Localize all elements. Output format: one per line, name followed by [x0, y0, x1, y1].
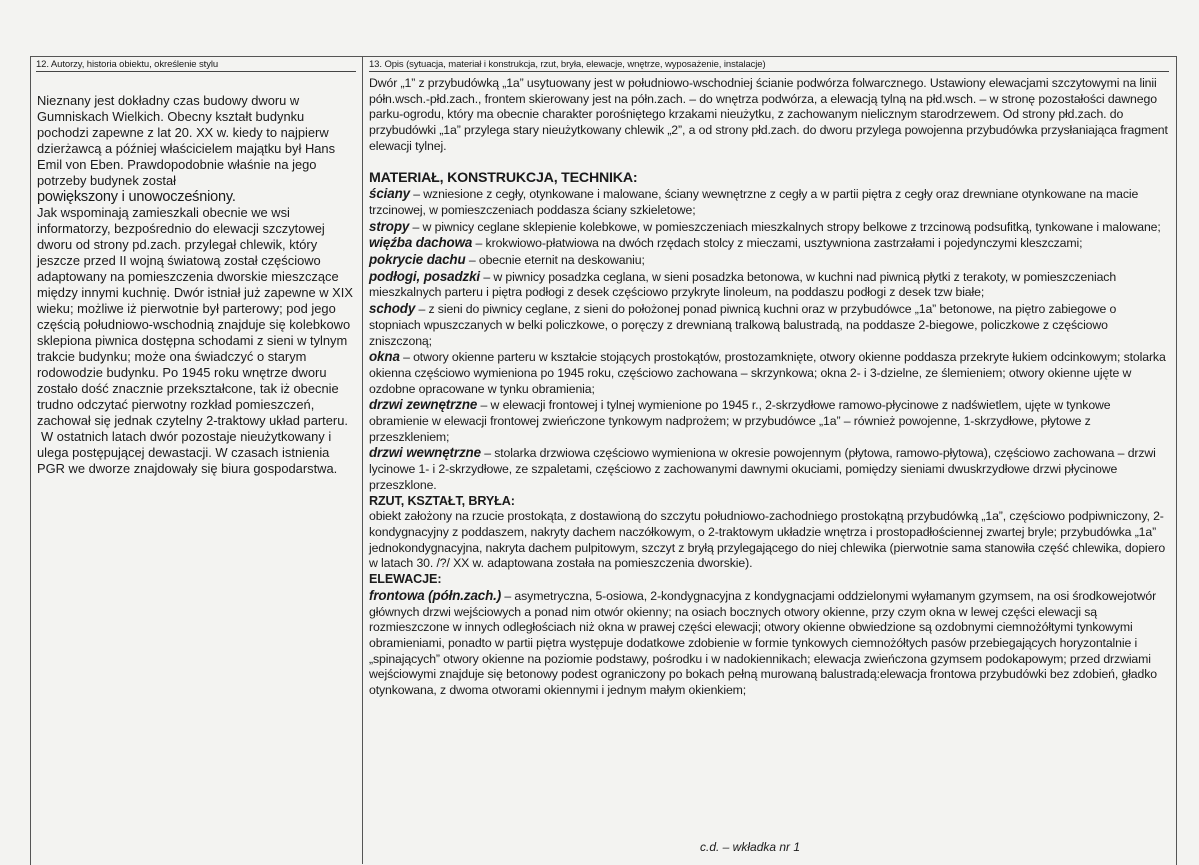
material-text: – w piwnicy ceglane sklepienie kolebkowe, w pomieszczeniach mieszkalnych stropy belkowe z trzcinową podsufitką, tynkowane i malowane;: [409, 219, 1161, 234]
material-term: schody: [369, 301, 416, 317]
header-authors-history: 12. Autorzy, historia obiektu, określenie stylu: [36, 59, 356, 72]
elevation-term: frontowa (półn.zach.): [369, 587, 502, 603]
material-items: [369, 186, 1171, 493]
material-term: drzwi wewnętrzne: [369, 445, 481, 461]
history-text-1: Nieznany jest dokładny czas budowy dworu w Gumniskach Wielkich. Obecny kształt budynku pochodzi zapewne z lat 20. XX w. kiedy to najpierw dzierżawcą a później właścicielem majątku był Hans Emil von Eben. Prawdopodobnie właśnie na jego potrzeby budynek został: [37, 93, 336, 188]
history-paragraph-3: W ostatnich latach dwór pozostaje nieużytkowany i ulega postępującej dewastacji. W czasach istnienia PGR we dworze znajdowały się biura gospodarstwa.: [37, 429, 338, 476]
material-text: – obecnie eternit na deskowaniu;: [465, 253, 645, 268]
section-plan-heading: RZUT, KSZTAŁT, BRYŁA:: [369, 493, 515, 508]
material-term: więźba dachowa: [369, 235, 473, 251]
material-item: [369, 235, 1171, 252]
history-paragraph-2: Jak wspominają zamieszkali obecnie we wsi informatorzy, bezpośrednio do elewacji szczytowej dworu od strony pd.zach. przylegał chlewik, który jeszcze przed II wojną światową został częściowo adaptowany na pomieszczenia dworskie mieszczące między innymi kuchnię. Dwór istniał już zapewne w XIX wieku; możliwe iż pierwotnie był parterowy; pod jego częścią południowo-wschodnią znajduje się kolebkowo sklepiona piwnica dostępna schodami z sieni w tylnym trakcie budynku; może ona świadczyć o starym rodowodzie budynku. Po 1945 roku wnętrze dworu zostało dość znacznie przekształcone, tak iż obecnie trudno odczytać pierwotny rozkład pomieszczeń, zachował się jednak czytelny 2-traktowy układ parteru.: [37, 205, 353, 428]
material-text: – wzniesione z cegły, otynkowane i malowane, ściany wewnętrzne z cegły a w partii piętra z cegły oraz drewniane otynkowane na macie trzcinowej, w pomieszczeniach poddasza ściany szkieletowe;: [369, 187, 1139, 217]
material-item: [369, 269, 1171, 301]
material-item: [369, 349, 1171, 397]
column-divider: [362, 56, 363, 864]
material-term: pokrycie dachu: [369, 252, 466, 268]
material-term: podłogi, posadzki: [369, 268, 481, 284]
elevation-front-paragraph: [369, 588, 1171, 699]
material-term: stropy: [369, 218, 410, 234]
material-term: okna: [369, 349, 400, 365]
material-term: ściany: [369, 186, 410, 202]
material-text: – z sieni do piwnicy ceglane, z sieni do położonej ponad piwnicą kuchni oraz w przybudówce „1a” betonowe, na piętro zabiegowe o stopniach wpuszczanych w belki policzkowe, o poręczy z drewnianą tralkową balustradą, na poddasze 2-biegowe, policzkowe z częściowo zniszczoną;: [369, 302, 1117, 348]
history-paragraph-1: [37, 93, 359, 205]
material-term: drzwi zewnętrzne: [369, 397, 478, 413]
history-column: [37, 93, 359, 477]
material-text: – w elewacji frontowej i tylnej wymienione po 1945 r., 2-skrzydłowe ramowo-płycinowe z nadświetlem, ujęte w tynkowe obramienie w elewacji frontowej zwieńczone tynkowym nadprożem; w przybudówce „1a” – również powojenne, 1-skrzydłowe, płytowe z przeszkleniem;: [369, 398, 1111, 444]
material-text: – w piwnicy posadzka ceglana, w sieni posadzka betonowa, w kuchni nad piwnicą płytki z terakoty, w pomieszczeniach mieszkalnych parteru i piętra podłogi z desek częściowo przykryte linoleum, na poddaszu podłogi z desek tzw białe;: [369, 269, 1117, 300]
section-elevations-heading: ELEWACJE:: [369, 572, 442, 587]
material-item: [369, 301, 1171, 349]
continuation-note: c.d. – wkładka nr 1: [700, 840, 801, 854]
material-item: [369, 252, 1171, 269]
elevation-text: – asymetryczna, 5-osiowa, 2-kondygnacyjna z kondygnacjami oddzielonymi wyłamanym gzymsem, na osi środkowejotwór głównych drzwi wejściowych a ponad nim otwór okienny; na osiach bocznych otwory okienne, przy czym okna w lewej części elewacji są rozmieszczone w innych odległościach niż okna w prawej części elewacji; otwory okienne obwiedzione są ozdobnymi ciemnożółtymi tynkowymi obramieniami, ponadto w partii piętra występuje dodatkowe zdobienie w formie tynkowych ciemnożółtych pasów przebiegających horyzontalnie i „spinających” otwory okienne na poziomie podstawy, pośrodku i w nadokiennikach; elewacja zwieńczona gzymsem podokapowym; przed drzwiami wejściowymi znajduje się betonowy podest ograniczony po bokach pełną murowaną balustradą:elewacja frontowa przybudówki bez zdobień, gładko otynkowana, z dwoma otworami okiennymi i jednym małym okienkiem;: [369, 588, 1157, 698]
history-text-1-enlarged: powiększony i unowocześniony.: [37, 189, 236, 205]
material-text: – stolarka drzwiowa częściowo wymieniona w okresie powojennym (płytowa, ramowo-płytowa), częściowo zachowana – drzwi lycinowe 1- i 2-skrzydłowe, ze szpaletami, częściowo z zachowanymi dawnymi okuciami, pomiędzy sieniami dwuskrzydłowe drzwi płycinowe przeszklone.: [369, 446, 1156, 492]
material-item: [369, 186, 1171, 218]
plan-paragraph: obiekt założony na rzucie prostokąta, z dostawioną do szczytu południowo-zachodniego prostokątną przybudówką „1a”, częściowo podpiwniczony, 2-kondygnacyjny z poddaszem, nakryty dachem naczółkowym, o 2-traktowym układzie wnętrza i prostopadłościennej zwartej bryle; przybudówka „1a” jednokondygnacyjna, nakryta dachem pulpitowym, szczyt z bryłą przylegającego do niej chlewika (pierwotnie sama stanowiła część chlewika, dopiero w latach 30. /?/ XX w. adaptowana została na pomieszczenia dworskie).: [369, 509, 1166, 571]
situation-paragraph: Dwór „1” z przybudówką „1a” usytuowany jest w południowo-wschodniej ścianie podwórza folwarcznego. Ustawiony elewacjami szczytowymi na linii półn.wsch.-płd.zach., frontem skierowany jest na półn.zach. – do wnętrza podwórza, a elewacją tylną na płd.wsch. – w stronę pozostałości dawnego parku-ogrodu, który ma obecnie charakter porośniętego krzakami nieużytku, z zachowanym nielicznym starodrzewem. Od strony płd.zach. do przybudówki „1a” przylega stary nieużytkowany chlewik „2”, a od strony płd.zach. do dworu przylega powojenna przybudówka przysłaniająca fragment elewacji tylnej.: [369, 76, 1168, 153]
header-description: 13. Opis (sytuacja, materiał i konstrukcja, rzut, bryła, elewacje, wnętrze, wyposażenie, instalacje): [369, 59, 1169, 72]
material-item: [369, 445, 1171, 493]
material-text: – otwory okienne parteru w kształcie stojących prostokątów, prostozamknięte, otwory okienne poddasza przekryte łukiem odcinkowym; stolarka okienna częściowo wymieniona po 1945 roku, częściowo zachowana – skrzynkowa; okna 2- i 3-dzielne, ze ślemieniem; otwory okienne ujęte w ozdobne opracowane w tynku obramienia;: [369, 350, 1166, 396]
material-text: – krokwiowo-płatwiowa na dwóch rzędach stolcy z mieczami, usztywniona zastrzałami i pojedynczymi kleszczami;: [472, 236, 1083, 251]
description-column: [369, 76, 1171, 699]
material-item: [369, 219, 1171, 236]
material-item: [369, 397, 1171, 445]
section-material-heading: MATERIAŁ, KONSTRUKCJA, TECHNIKA:: [369, 169, 638, 186]
